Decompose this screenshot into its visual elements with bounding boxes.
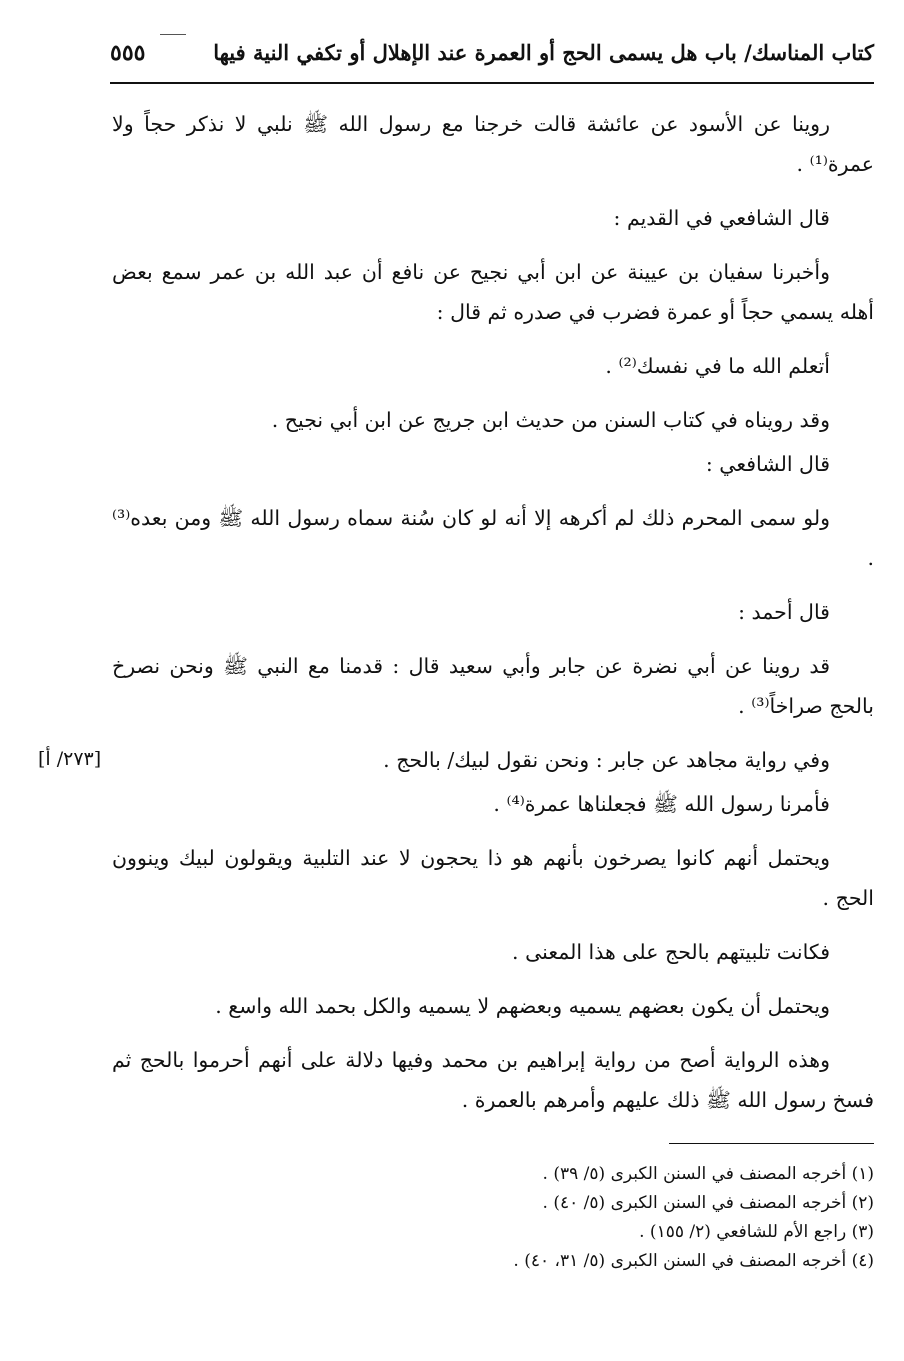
footnote: (٣) راجع الأم للشافعي (٢/ ١٥٥) . bbox=[639, 1222, 874, 1242]
paragraph: فكانت تلبيتهم بالحج على هذا المعنى . bbox=[512, 940, 830, 964]
paragraph: قال أحمد : bbox=[738, 600, 830, 624]
footnotes bbox=[112, 1160, 874, 1276]
header-title: كتاب المناسك/ باب هل يسمى الحج أو العمرة عند الإهلال أو تكفي النية فيها bbox=[213, 40, 874, 65]
paragraph: قد روينا عن أبي نضرة عن جابر وأبي سعيد قال : قدمنا مع النبي ﷺ ونحن نصرخ بالحج صراخاً⁽³⁾ . bbox=[112, 654, 874, 718]
paragraph: وفي رواية مجاهد عن جابر : ونحن نقول لبيك/ بالحج . bbox=[383, 748, 830, 772]
paragraph: قال الشافعي في القديم : bbox=[613, 206, 830, 230]
paragraph: ولو سمى المحرم ذلك لم أكرهه إلا أنه لو كان سُنة سماه رسول الله ﷺ ومن بعده⁽³⁾ . bbox=[112, 506, 874, 570]
paragraph: وأخبرنا سفيان بن عيينة عن ابن أبي نجيح عن نافع أن عبد الله بن عمر سمع بعض أهله يسمي حجاً أو عمرة فضرب في صدره ثم قال : bbox=[112, 260, 874, 324]
main-text bbox=[112, 104, 874, 1134]
footnote: (٢) أخرجه المصنف في السنن الكبرى (٥/ ٤٠) . bbox=[542, 1193, 874, 1213]
paragraph: فأمرنا رسول الله ﷺ فجعلناها عمرة⁽⁴⁾ . bbox=[493, 792, 830, 816]
running-header bbox=[110, 30, 874, 80]
page-number: ٥٥٥ bbox=[110, 40, 146, 66]
paragraph: وهذه الرواية أصح من رواية إبراهيم بن محمد وفيها دلالة على أنهم أحرموا بالحج ثم فسخ رسول الله ﷺ ذلك عليهم وأمرهم بالعمرة . bbox=[112, 1048, 874, 1112]
paragraph: روينا عن الأسود عن عائشة قالت خرجنا مع رسول الله ﷺ نلبي لا نذكر حجاً ولا عمرة⁽¹⁾ . bbox=[112, 112, 874, 176]
paragraph: ويحتمل أن يكون بعضهم يسميه وبعضهم لا يسميه والكل بحمد الله واسع . bbox=[215, 994, 830, 1018]
footnote: (٤) أخرجه المصنف في السنن الكبرى (٥/ ٣١، ٤٠) . bbox=[513, 1251, 874, 1271]
manuscript-folio-reference: [٢٧٣/ أ] bbox=[38, 748, 102, 770]
footnote: (١) أخرجه المصنف في السنن الكبرى (٥/ ٣٩) . bbox=[542, 1164, 874, 1184]
paragraph: أتعلم الله ما في نفسك⁽²⁾ . bbox=[605, 354, 830, 378]
paragraph: وقد رويناه في كتاب السنن من حديث ابن جريج عن ابن أبي نجيح . bbox=[271, 408, 830, 432]
footnote-separator bbox=[669, 1143, 874, 1144]
header-tick-mark bbox=[160, 34, 186, 35]
paragraph: قال الشافعي : bbox=[705, 452, 830, 476]
paragraph: ويحتمل أنهم كانوا يصرخون بأنهم هو ذا يحجون لا عند التلبية ويقولون لبيك وينوون الحج . bbox=[112, 846, 874, 910]
header-rule bbox=[110, 82, 874, 84]
